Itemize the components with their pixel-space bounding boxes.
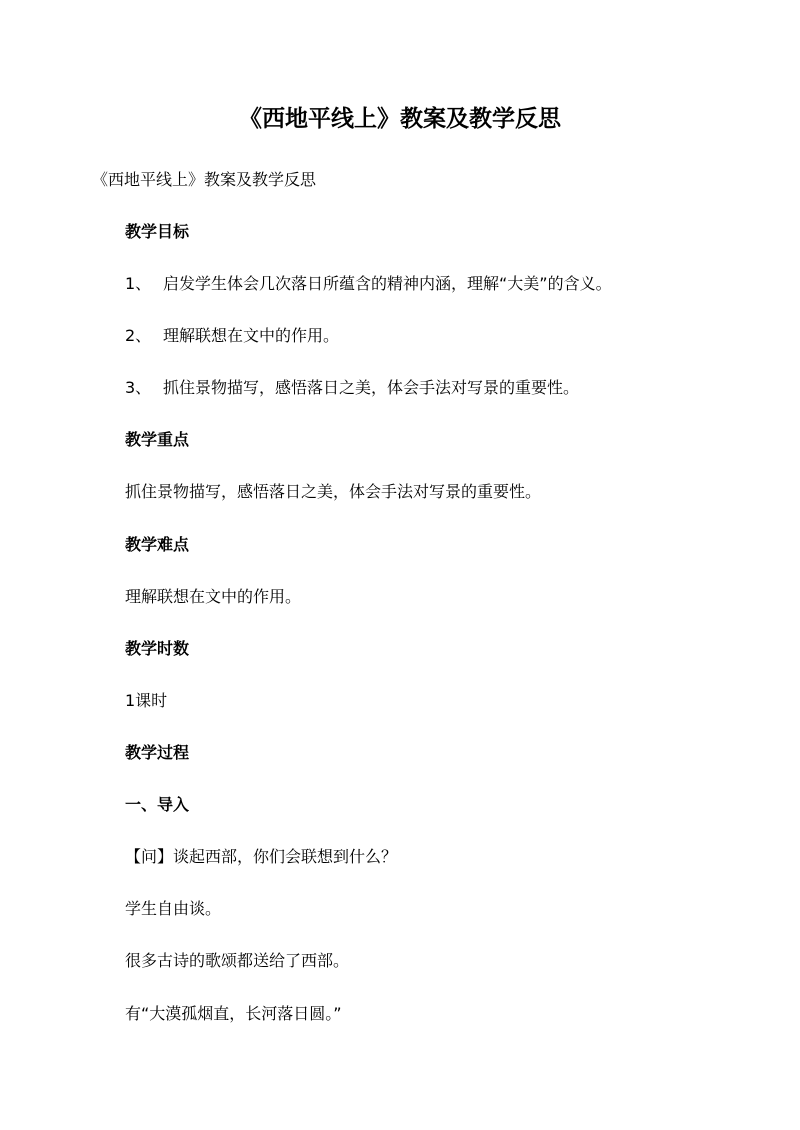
intro-line-1: 【问】谈起西部，你们会联想到什么？: [125, 847, 398, 866]
intro-line-2: 学生自由谈。: [125, 899, 222, 918]
goal-number: 3、: [125, 378, 152, 397]
difficulty-text: 理解联想在文中的作用。: [125, 587, 302, 606]
hours-text: 1课时: [125, 691, 168, 710]
goals-heading: 教学目标: [125, 222, 190, 241]
intro-line-3: 很多古诗的歌颂都送给了西部。: [125, 951, 350, 970]
difficulty-heading: 教学难点: [125, 535, 190, 554]
intro-line-4: 有“大漠孤烟直，长河落日圆。”: [125, 1004, 342, 1023]
goal-text: 抓住景物描写，感悟落日之美，体会手法对写景的重要性。: [163, 378, 580, 397]
hours-heading: 教学时数: [125, 639, 190, 658]
goal-number: 2、: [125, 326, 152, 345]
goal-item-3: [125, 378, 579, 398]
process-heading: 教学过程: [125, 743, 190, 762]
document-title: 《西地平线上》教案及教学反思: [239, 106, 561, 132]
goal-text: 理解联想在文中的作用。: [163, 326, 340, 345]
goal-text: 启发学生体会几次落日所蕴含的精神内涵，理解“大美”的含义。: [163, 274, 612, 293]
goal-number: 1、: [125, 274, 152, 293]
intro-heading: 一、导入: [125, 795, 190, 814]
goal-item-1: [125, 274, 612, 294]
key-text: 抓住景物描写，感悟落日之美，体会手法对写景的重要性。: [125, 482, 542, 501]
document-subtitle: 《西地平线上》教案及教学反思: [92, 170, 317, 189]
key-heading: 教学重点: [125, 430, 190, 449]
goal-item-2: [125, 326, 339, 346]
